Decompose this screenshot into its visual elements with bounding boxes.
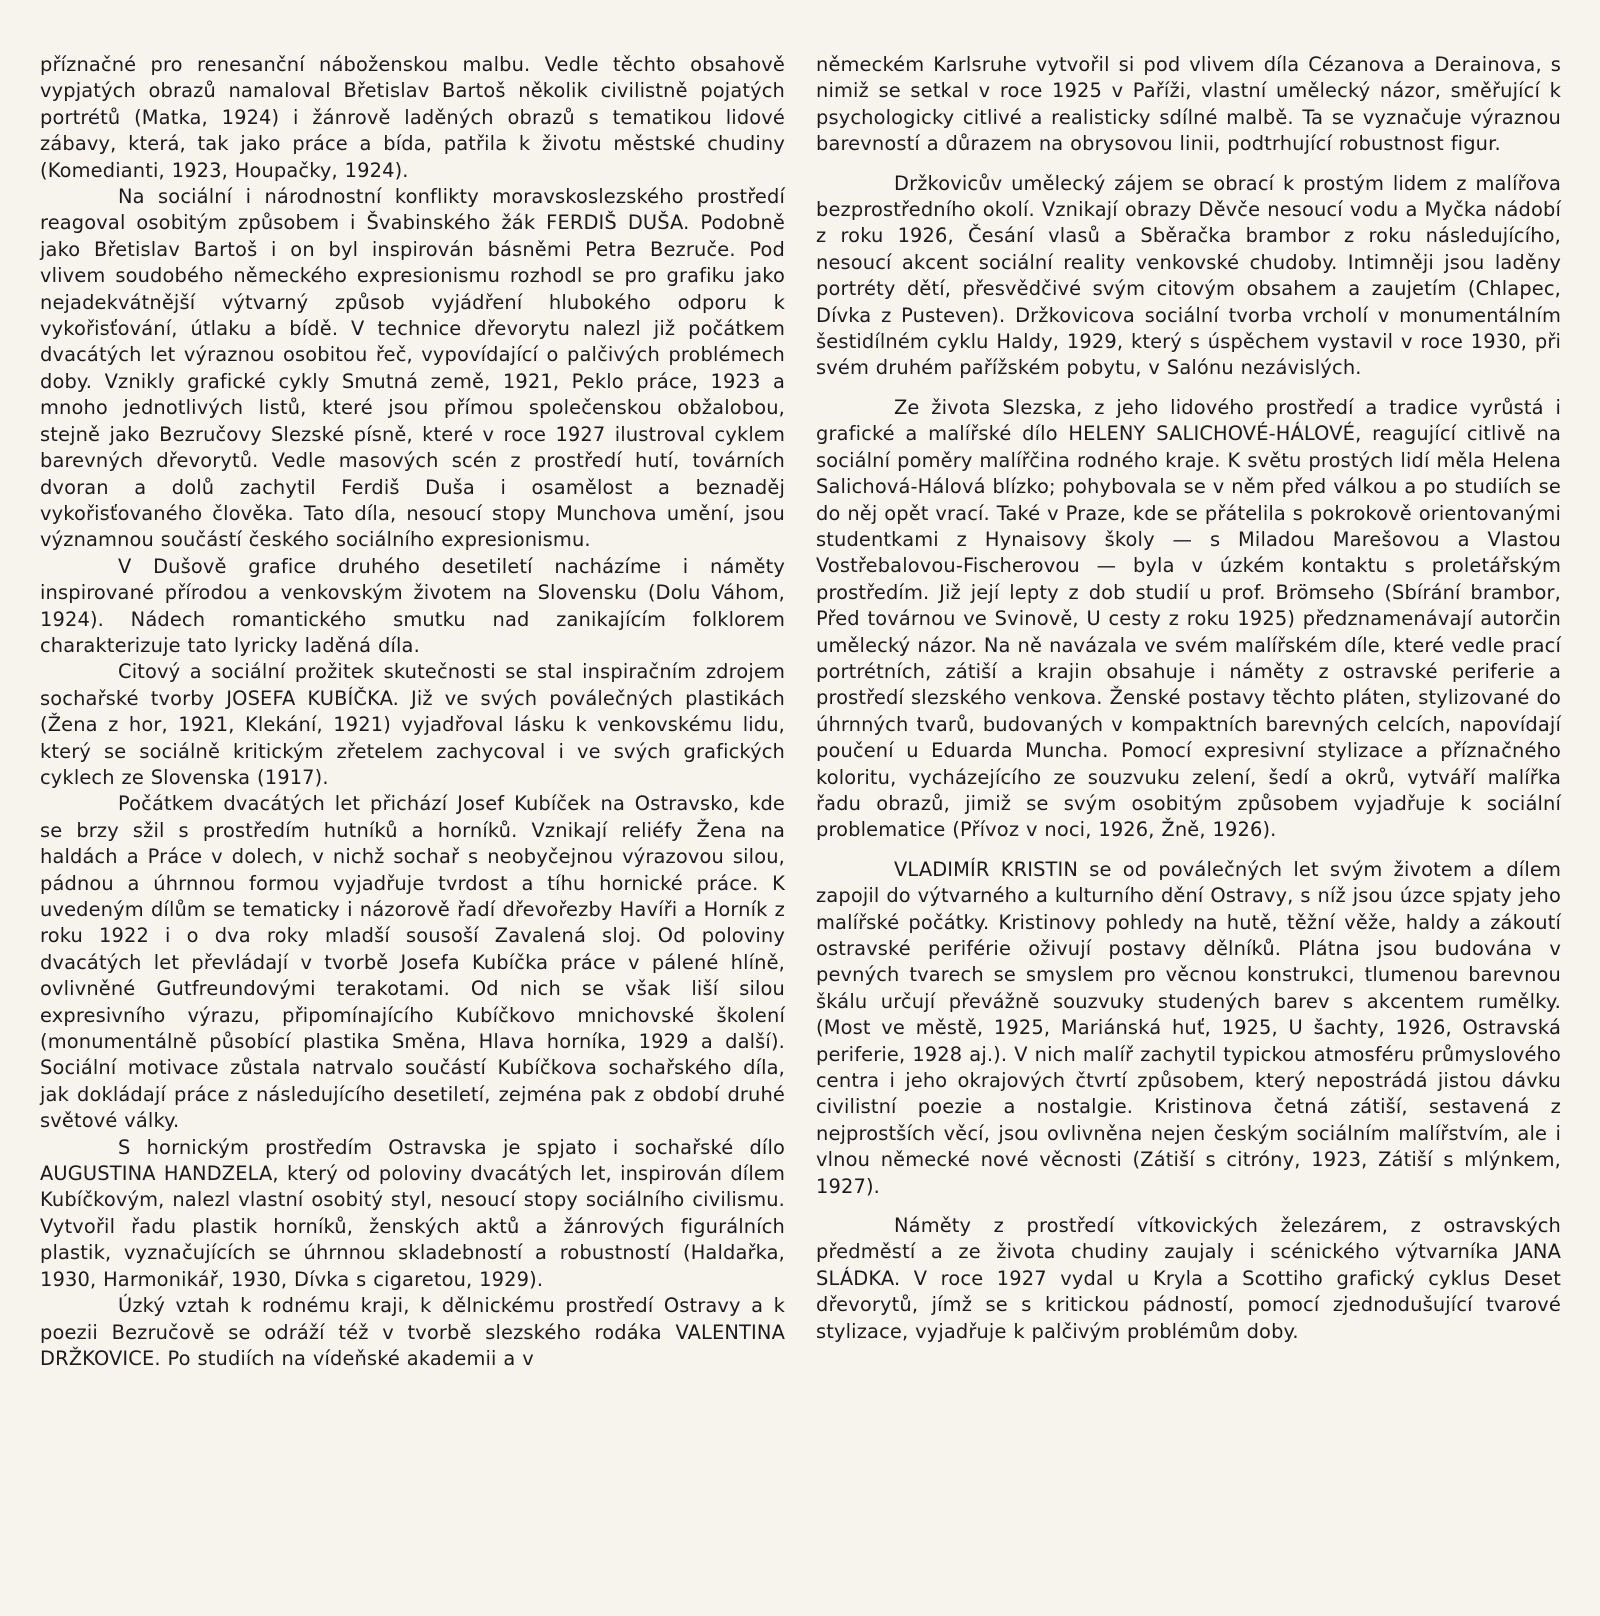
left-paragraph-3: V Dušově grafice druhého desetiletí nacházíme i náměty inspirované přírodou a venkovským životem na Slovensku (Dolu Váhom, 1924). Nádech romantického smutku nad zanikajícím folklorem charakterizuje tato lyricky laděná díla. bbox=[40, 554, 785, 657]
left-paragraph-4: Citový a sociální prožitek skutečnosti se stal inspiračním zdrojem sochařské tvorby JOSEFA KUBÍČKA. Již ve svých poválečných plastikách (Žena z hor, 1921, Klekání, 1921) vyjadřoval lásku k venkovskému lidu, který se sociálně kritickým zřetelem zachycoval i ve svých grafických cyklech ze Slovenska (1917). bbox=[40, 660, 785, 789]
left-paragraph-5: Počátkem dvacátých let přichází Josef Kubíček na Ostravsko, kde se brzy sžil s prostředím hutníků a horníků. Vznikají reliéfy Žena na haldách a Práce v dolech, v nichž sochař s neobyčejnou výrazovou silou, pádnou a úhrnnou formou vyjadřuje tvrdost a tíhu hornické práce. K uvedeným dílům se tematicky i názorově řadí dřevořezby Havíři a Horník z roku 1922 i o dva roky mladší sousoší Zavalená sloj. Od poloviny dvacátých let převládají v tvorbě Josefa Kubíčka práce v pálené hlíně, ovlivněné Gutfreundovými terakotami. Od nich se však liší silou expresivního výrazu, připomínajícího Kubíčkovo mnichovské školení (monumentálně působící plastika Směna, Hlava horníka, 1929 a další). Sociální motivace zůstala natrvalo součástí Kubíčkova sochařského díla, jak dokládají práce z následujícího desetiletí, zejména pak z období druhé světové války. bbox=[40, 792, 785, 1133]
right-text-column bbox=[816, 52, 1561, 1345]
right-paragraph-3: Ze života Slezska, z jeho lidového prostředí a tradice vyrůstá i grafické a malířské dílo HELENY SALICHOVÉ-HÁLOVÉ, reagující citlivě na sociální poměry malířčina rodného kraje. K světu prostých lidí měla Helena Salichová-Hálová blízko; pohybovala se v něm před válkou a po studiích se do něj opět vrací. Také v Praze, kde se přátelila s pokrokově orientovanými studentkami z Hynaisovy školy — s Miladou Marešovou a Vlastou Vostřebalovou-Fischerovou — byla v úzkém kontaktu s proletářským prostředím. Již její lepty z dob studií u prof. Brömseho (Sbírání brambor, Před továrnou ve Svinově, U cesty z roku 1925) předznamenávají autorčin umělecký názor. Na ně navázala ve svém malířském díle, které vedle prací portrétních, zátiší a krajin obsahuje i náměty z ostravské periferie a prostředí slezského venkova. Ženské postavy těchto pláten, stylizované do úhrnných tvarů, budovaných v kompaktních barevných celcích, napovídají poučení u Eduarda Muncha. Pomocí expresivní stylizace a příznačného koloritu, vycházejícího ze souzvuku zelení, šedí a okrů, vytváří malířka řadu obrazů, jimiž se svým osobitým způsobem vyjadřuje k sociální problematice (Přívoz v noci, 1926, Žně, 1926). bbox=[816, 395, 1561, 842]
left-text-column bbox=[40, 52, 785, 1372]
right-paragraph-1: německém Karlsruhe vytvořil si pod vlivem díla Cézanova a Derainova, s nimiž se setkal v roce 1925 v Paříži, vlastní umělecký názor, směřující k psychologicky citlivé a realisticky sdílné malbě. Ta se vyznačuje výraznou barevností a důrazem na obrysovou linii, podtrhující robustnost figur. bbox=[816, 53, 1561, 156]
right-paragraph-2: Držkovicův umělecký zájem se obrací k prostým lidem z malířova bezprostředního okolí. Vznikají obrazy Děvče nesoucí vodu a Myčka nádobí z roku 1926, Česání vlasů a Sběračka brambor z roku následujícího, nesoucí akcent sociální reality venkovské chudoby. Intimněji jsou laděny portréty dětí, přesvědčivé svým citovým obsahem a zaujetím (Chlapec, Dívka z Pusteven). Držkovicova sociální tvorba vrcholí v monumentálním šestidílném cyklu Haldy, 1929, který s úspěchem vystavil v roce 1930, při svém druhém pařížském pobytu, v Salónu nezávislých. bbox=[816, 171, 1561, 380]
right-paragraph-4: VLADIMÍR KRISTIN se od poválečných let svým životem a dílem zapojil do výtvarného a kulturního dění Ostravy, s níž jsou úzce spjaty jeho malířské počátky. Kristinovy pohledy na hutě, těžní věže, haldy a zákoutí ostravské periférie oživují postavy dělníků. Plátna jsou budována v pevných tvarech se smyslem pro věcnou konstrukci, tlumenou barevnou škálu určují převážně souzvuky studených barev s akcentem rumělky. (Most ve městě, 1925, Mariánská huť, 1925, U šachty, 1926, Ostravská periferie, 1928 aj.). V nich malíř zachytil typickou atmosféru průmyslového centra i jeho okrajových čtvrtí způsobem, který nepostrádá jistou dávku civilistní poezie a nostalgie. Kristinova četná zátiší, sestavená z nejprostších věcí, jsou ovlivněna nejen českým sociálním malířstvím, ale i vlnou německé nové věcnosti (Zátiší s citróny, 1923, Zátiší s mlýnkem, 1927). bbox=[816, 857, 1561, 1198]
left-paragraph-2: Na sociální i národnostní konflikty moravskoslezského prostředí reagoval osobitým způsobem i Švabinského žák FERDIŠ DUŠA. Podobně jako Břetislav Bartoš i on byl inspirován básněmi Petra Bezruče. Pod vlivem soudobého německého expresionismu rozhodl se pro grafiku jako nejadekvátnější výtvarný způsob vyjádření hlubokého odporu k vykořisťování, útlaku a bídě. V technice dřevorytu nalezl již počátkem dvacátých let výraznou osobitou řeč, vypovídající o palčivých problémech doby. Vznikly grafické cykly Smutná země, 1921, Peklo práce, 1923 a mnoho jednotlivých listů, které jsou přímou společenskou obžalobou, stejně jako Bezručovy Slezské písně, které v roce 1927 ilustroval cyklem barevných dřevorytů. Vedle masových scén z prostředí hutí, továrních dvoran a dolů zachytil Ferdiš Duša i osamělost a beznaděj vykořisťovaného člověka. Tato díla, nesoucí stopy Munchova umění, jsou významnou součástí českého sociálního expresionismu. bbox=[40, 185, 785, 552]
left-paragraph-1: příznačné pro renesanční náboženskou malbu. Vedle těchto obsahově vypjatých obrazů namaloval Břetislav Bartoš několik civilistně pojatých portrétů (Matka, 1924) i žánrově laděných obrazů s tematikou lidové zábavy, která, tak jako práce a bída, patřila k životu městské chudiny (Komedianti, 1923, Houpačky, 1924). bbox=[40, 53, 785, 182]
left-paragraph-7: Úzký vztah k rodnému kraji, k dělnickému prostředí Ostravy a k poezii Bezručově se odráží též v tvorbě slezského rodáka VALENTINA DRŽKOVICE. Po studiích na vídeňské akademii a v bbox=[40, 1294, 785, 1370]
right-paragraph-5: Náměty z prostředí vítkovických železárem, z ostravských předměstí a ze života chudiny zaujaly i scénického výtvarníka JANA SLÁDKA. V roce 1927 vydal u Kryla a Scottiho grafický cyklus Deset dřevorytů, jímž se s kritickou pádností, pomocí zjednodušující tvarové stylizace, vyjadřuje k palčivým problémům doby. bbox=[816, 1214, 1561, 1343]
left-paragraph-6: S hornickým prostředím Ostravska je spjato i sochařské dílo AUGUSTINA HANDZELA, který od poloviny dvacátých let, inspirován dílem Kubíčkovým, nalezl vlastní osobitý styl, nesoucí stopy sociálního civilismu. Vytvořil řadu plastik horníků, ženských aktů a žánrových figurálních plastik, vyznačujících se úhrnnou skladebností a robustností (Haldařka, 1930, Harmonikář, 1930, Dívka s cigaretou, 1929). bbox=[40, 1135, 785, 1291]
